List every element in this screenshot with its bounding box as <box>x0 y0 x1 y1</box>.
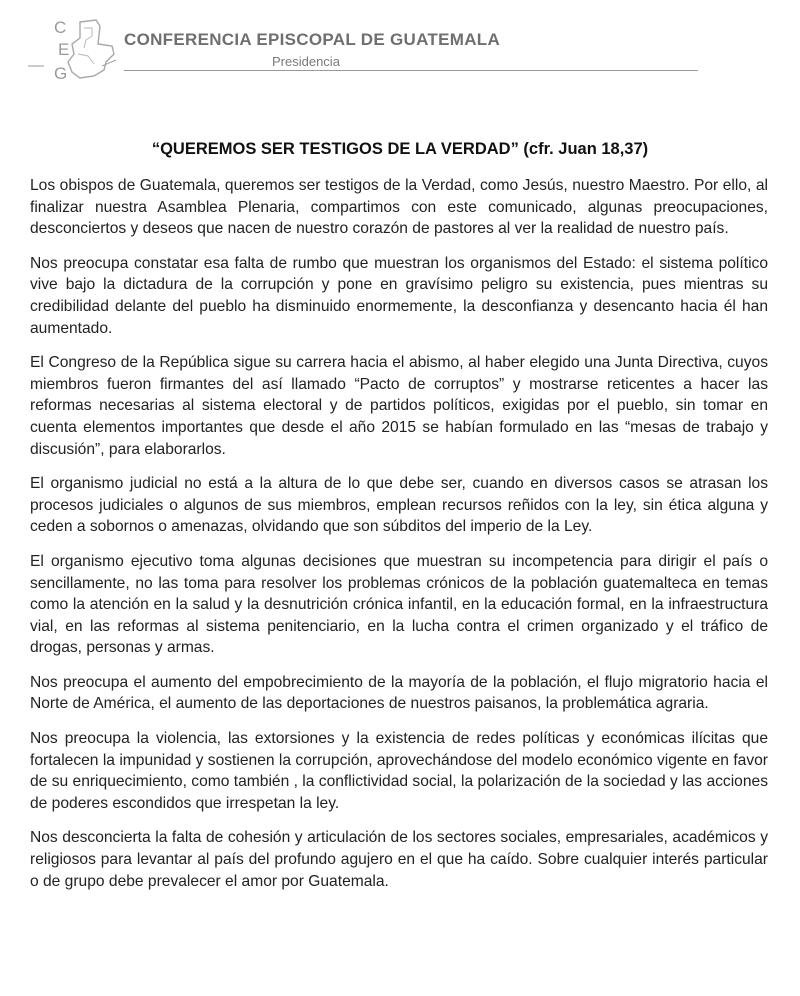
letterhead <box>28 14 708 88</box>
ceg-logo <box>28 14 118 88</box>
logo-letter-e: E <box>58 40 70 59</box>
organization-subtitle: Presidencia <box>272 54 340 69</box>
header-divider <box>124 70 698 71</box>
logo-letter-g: G <box>54 64 68 83</box>
guatemala-map-icon <box>28 14 118 88</box>
paragraph: Nos preocupa constatar esa falta de rumbo que muestran los organismos del Estado: el sistema político vive bajo la dictadura de la corrupción y pone en gravísimo peligro su existencia, pues mientras su credibilidad delante del pueblo ha disminuido enormemente, la desconfianza y desencanto hacia él han aumentado. <box>30 254 768 337</box>
paragraph: Los obispos de Guatemala, queremos ser testigos de la Verdad, como Jesús, nuestro Maestro. Por ello, al finalizar nuestra Asamblea Plenaria, compartimos con este comunicado, algunas preocupaciones, desconciertos y deseos que nacen de nuestro corazón de pastores al ver la realidad de nuestro país. <box>30 177 768 238</box>
document-body <box>30 175 768 905</box>
paragraph: Nos preocupa la violencia, las extorsiones y la existencia de redes políticas y económicas ilícitas que fortalecen la impunidad y sostienen la corrupción, aprovechándose del modelo económico vigente en favor de su enriquecimiento, como también , la conflictividad social, la polarización de la sociedad y las acciones de poderes escondidos que irrespetan la ley. <box>30 730 768 812</box>
paragraph: El organismo judicial no está a la altura de lo que debe ser, cuando en diversos casos se atrasan los procesos judiciales o algunos de sus miembros, emplean recursos reñidos con la ley, sin ética alguna y ceden a sobornos o amenazas, olvidando que son súbditos del imperio de la Ley. <box>30 475 768 536</box>
paragraph: El Congreso de la República sigue su carrera hacia el abismo, al haber elegido una Junta Directiva, cuyos miembros fueron firmantes del así llamado “Pacto de corruptos” y mostrarse reticentes a hacer las reformas necesarias al sistema electoral y de partidos políticos, exigidas por el pueblo, sin tomar en cuenta elementos importantes que desde el año 2015 se habían formulado en las “mesas de trabajo y discusión”, para elaborarlos. <box>30 354 768 458</box>
organization-name: CONFERENCIA EPISCOPAL DE GUATEMALA <box>124 30 501 49</box>
logo-letter-c: C <box>54 18 67 37</box>
document-title: “QUEREMOS SER TESTIGOS DE LA VERDAD” (cfr. Juan 18,37) <box>151 140 649 158</box>
paragraph: El organismo ejecutivo toma algunas decisiones que muestran su incompetencia para dirigir el país o sencillamente, no las toma para resolver los problemas crónicos de la población guatemalteca en temas como la atención en la salud y la desnutrición crónica infantil, en la educación formal, en la infraestructura vial, en las reformas al sistema penitenciario, en la lucha contra el crimen organizado y el tráfico de drogas, personas y armas. <box>30 552 768 657</box>
paragraph: Nos desconcierta la falta de cohesión y articulación de los sectores sociales, empresariales, académicos y religiosos para levantar al país del profundo agujero en el que ha caído. Sobre cualquier interés particular o de grupo debe prevalecer el amor por Guatemala. <box>30 829 768 890</box>
paragraph: Nos preocupa el aumento del empobrecimiento de la mayoría de la población, el flujo migratorio hacia el Norte de América, el aumento de las deportaciones de nuestros paisanos, la problemática agraria. <box>30 673 768 713</box>
